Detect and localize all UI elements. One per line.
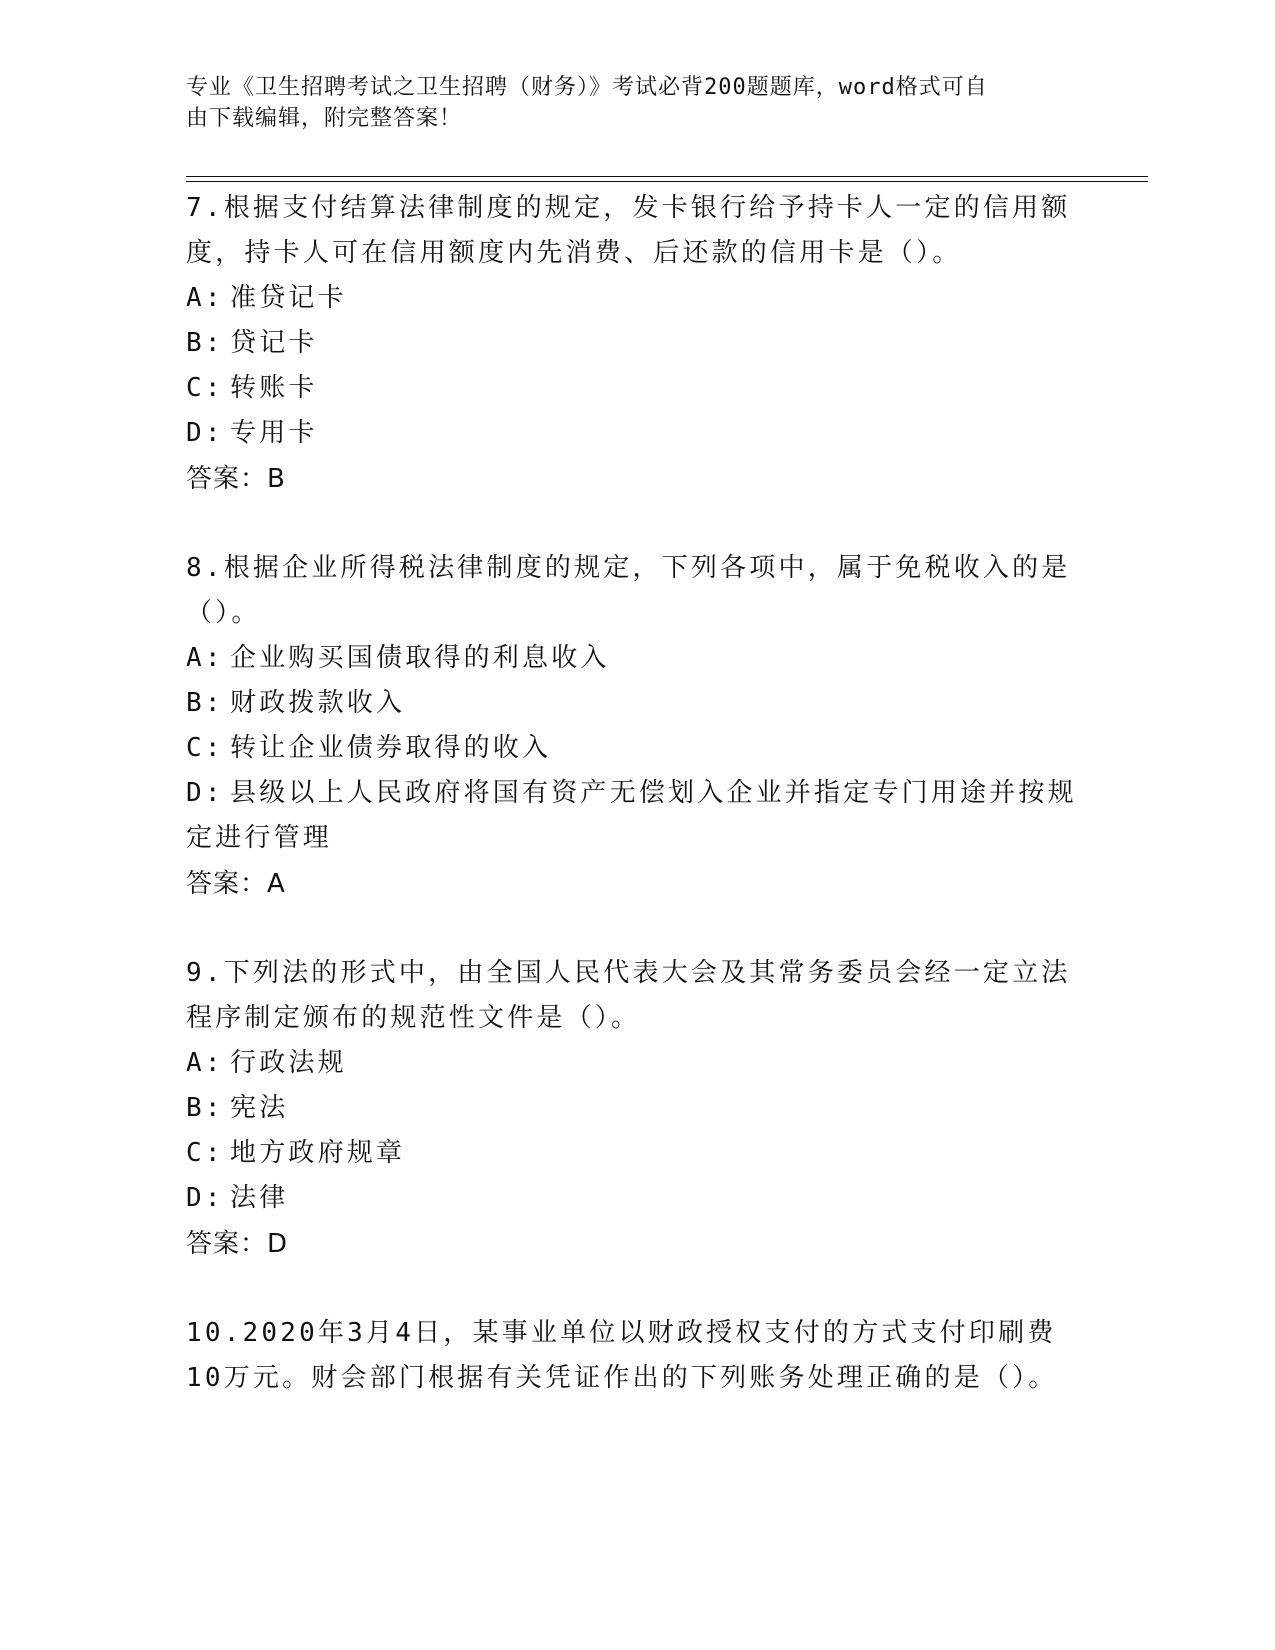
- option-d: [186, 1176, 1086, 1221]
- option-a: [186, 276, 1086, 321]
- question-text-line: 程序制定颁布的规范性文件是（）。: [186, 1003, 641, 1033]
- option-a: [186, 636, 1086, 681]
- option-key: D:: [186, 418, 224, 448]
- question-text-line: 度，持卡人可在信用额度内先消费、后还款的信用卡是（）。: [186, 238, 962, 268]
- question-text-line: 10.2020年3月4日，某事业单位以财政授权支付的方式支付印刷费: [186, 1318, 1057, 1348]
- option-c: [186, 366, 1086, 411]
- option-b: [186, 681, 1086, 726]
- option-c: [186, 726, 1086, 771]
- header-line-2: 由下载编辑，附完整答案！: [186, 106, 463, 131]
- option-key: C:: [186, 1138, 224, 1168]
- option-text: 行政法规: [230, 1048, 347, 1078]
- option-key: B:: [186, 1093, 224, 1123]
- question-spacer: [186, 502, 1086, 546]
- question-10: [186, 1311, 1086, 1401]
- option-text: 财政拨款收入: [230, 688, 406, 718]
- option-key: C:: [186, 733, 224, 763]
- question-7: [186, 186, 1086, 502]
- option-text: 法律: [230, 1183, 289, 1213]
- option-text: 准贷记卡: [230, 283, 347, 313]
- option-d: [186, 771, 1086, 816]
- option-key: A:: [186, 283, 224, 313]
- option-text: 转账卡: [230, 373, 318, 403]
- header-line-1: 专业《卫生招聘考试之卫生招聘（财务）》考试必背200题题库，word格式可自: [186, 75, 988, 100]
- option-key: B:: [186, 688, 224, 718]
- option-text: 宪法: [230, 1093, 289, 1123]
- questions-container: [186, 186, 1086, 1401]
- option-key: D:: [186, 1183, 224, 1213]
- question-text-line: 7.根据支付结算法律制度的规定，发卡银行给予持卡人一定的信用额: [186, 193, 1071, 223]
- option-text: 县级以上人民政府将国有资产无偿划入企业并指定专门用途并按规: [230, 778, 1077, 808]
- question-spacer: [186, 1267, 1086, 1311]
- option-text: 企业购买国债取得的利息收入: [230, 643, 610, 673]
- option-a: [186, 1041, 1086, 1086]
- option-text: 专用卡: [230, 418, 318, 448]
- option-key: A:: [186, 1048, 224, 1078]
- question-text-line: 8.根据企业所得税法律制度的规定，下列各项中，属于免税收入的是: [186, 553, 1071, 583]
- option-key: C:: [186, 373, 224, 403]
- option-text: 贷记卡: [230, 328, 318, 358]
- header-divider-thin: [186, 176, 1148, 177]
- option-b: [186, 321, 1086, 366]
- question-text-line: （）。: [186, 598, 261, 628]
- question-text-line: 10万元。财会部门根据有关凭证作出的下列账务处理正确的是（）。: [186, 1363, 1058, 1393]
- option-b: [186, 1086, 1086, 1131]
- question-text-line: 9.下列法的形式中，由全国人民代表大会及其常务委员会经一定立法: [186, 958, 1071, 988]
- option-text: 转让企业债券取得的收入: [230, 733, 552, 763]
- option-key: A:: [186, 643, 224, 673]
- option-key: B:: [186, 328, 224, 358]
- question-9: [186, 951, 1086, 1267]
- answer-line: 答案：A: [186, 869, 286, 899]
- answer-line: 答案：D: [186, 1229, 289, 1259]
- question-spacer: [186, 907, 1086, 951]
- option-key: D:: [186, 778, 224, 808]
- option-d-continuation: 定进行管理: [186, 823, 333, 853]
- answer-line: 答案：B: [186, 464, 286, 494]
- option-d: [186, 411, 1086, 456]
- header-divider-thick: [186, 181, 1148, 182]
- document-header: [186, 72, 1066, 134]
- option-c: [186, 1131, 1086, 1176]
- option-text: 地方政府规章: [230, 1138, 406, 1168]
- question-8: [186, 546, 1086, 907]
